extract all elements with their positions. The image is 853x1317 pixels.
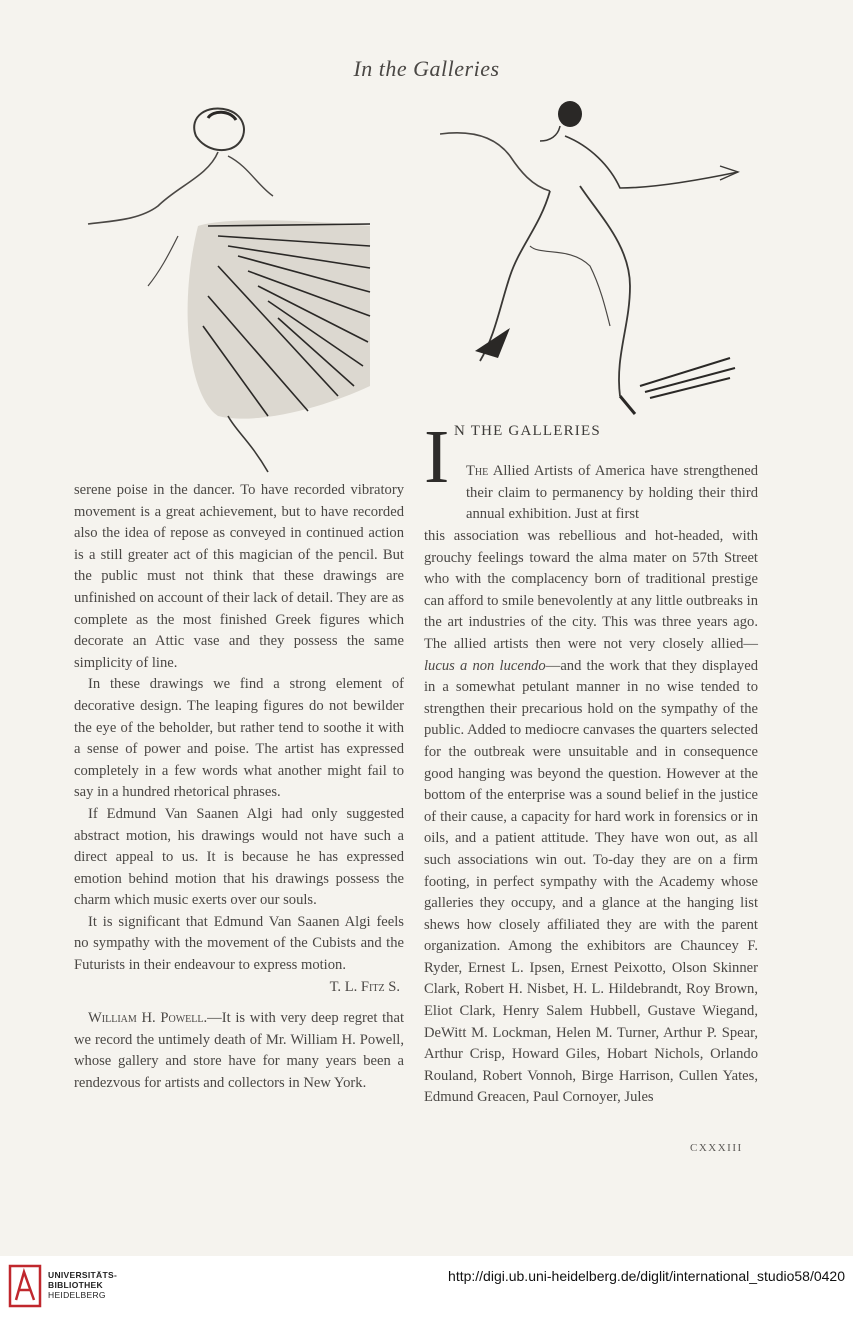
signature: T. L. Fitz S. [329,978,400,995]
section-heading: N THE GALLERIES [454,423,601,439]
running-head: In the Galleries [353,56,500,81]
intro-text: Allied Artists of America have strengthened their claim to permanency by holding their third annual exhibition. Just at first [466,463,758,523]
latin-phrase: lucus a non lucendo [424,657,546,674]
drop-cap: I [424,415,450,499]
paragraph: If Edmund Van Saanen Algi had only suggested abstract motion, his drawings would not have such a direct appeal to us. It is because he has expressed emotion behind motion that his drawings possess the charm which music exerts over our souls. [74,805,404,909]
body-text: —and the work that they displayed in a somewhat petulant manner in no wise tended to strengthen their precarious hold on the sympathy of the public. Added to mediocre canvases the quarters selected for the outbreak were unsuitable and in consequence good hanging was beyond the question. However at the bottom of the enterprise was a sound belief in the justice of their cause, a capacity for hard work in forensics or in oils, and a patient attitude. They have won out, as all such associations win out. To-day they are on a firm footing, in perfect sympathy with the Academy whose galleries they occupy, and a glance at the hanging list shews how closely affiliated they are with the parent organization. Among the exhibitors are Chauncey F. Ryder, Ernest L. Ipsen, Ernest Peixotto, Olson Skinner Clark, Robert H. Nisbet, H. L. Hildebrandt, Roy Brown, Eliot Clark, Henry Salem Hubbell, Gustave Wiegand, DeWitt M. Lockman, Helen M. Turner, Arthur P. Spear, Arthur Crisp, Howard Giles, Hobart Nichols, Orlando Rouland, Robert Vonnoh, Birge Harrison, Cullen Yates, Edmund Greacen, Paul Cornoyer, Jules [424,657,759,1106]
obituary-text: —It is with very deep regret that we record the untimely death of Mr. William H. Powell, whose gallery and store have for many years been a rendezvous for artists and collectors in New York. [74,1010,405,1092]
page-number: CXXXIII [690,1142,743,1154]
dancer-illustration-right [440,96,760,416]
paragraph: serene poise in the dancer. To have recorded vibratory movement is a great achievement, but to have recorded also the idea of repose as conveyed in continued action is a still greater act of this magician of the pencil. But the public must not think that these drawings are unfinished on account of their lack of detail. They are as complete as the most finished Greek figures which decorate an Attic vase and they possess the same simplicity of line. [74,482,404,671]
paragraph: In these drawings we find a strong element of decorative design. The leaping figures do not bewilder the eye of the beholder, but rather tend to soothe it with a sense of power and poise. The artist has expressed completely in a few words what another might fail to say in a hundred rhetorical phrases. [74,676,404,801]
library-name-line: UNIVERSITÄTS- [48,1270,118,1280]
obituary-name: William H. Powell. [88,1010,208,1027]
dancer-illustration-left [78,96,378,476]
obituary-paragraph [74,1008,404,1094]
footer-bar [0,1256,853,1317]
source-url-link[interactable]: http://digi.ub.uni-heidelberg.de/diglit/international_studio58/0420 [448,1268,845,1284]
paragraph [424,526,758,1109]
right-column-intro [466,461,758,526]
paragraph: It is significant that Edmund Van Saanen Algi feels no sympathy with the movement of the Cubists and the Futurists in their endeavour to express motion. [74,913,404,974]
library-name-line: BIBLIOTHEK [48,1280,103,1290]
first-word: The [466,463,489,479]
library-logo-icon [8,1264,42,1313]
body-text: this association was rebellious and hot-headed, with grouchy feelings toward the alma mater on 57th Street who with the complacency born of traditional prestige can afford to smile benevolently at any little outbreaks in the art industries of the city. This was three years ago. The allied artists then were not very closely allied— [424,528,758,652]
library-name [48,1270,117,1300]
right-column [424,526,758,1109]
library-name-line: HEIDELBERG [48,1290,106,1300]
left-column [74,480,404,1095]
